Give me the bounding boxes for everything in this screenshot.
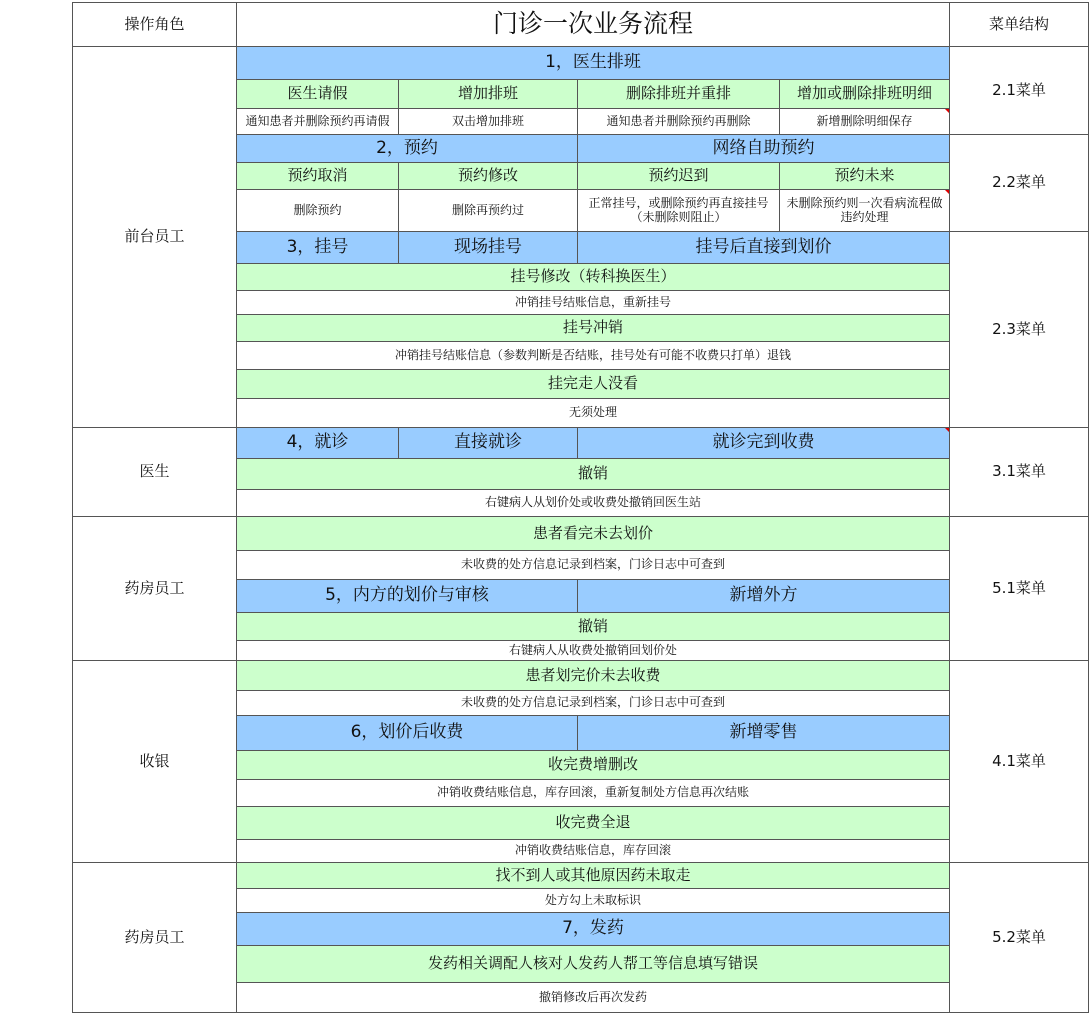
note-dispensing-info-error: 撤销修改后再次发药 <box>237 983 950 1013</box>
page-title: 门诊一次业务流程 <box>237 3 950 47</box>
action-delete-reschedule: 删除排班并重排 <box>578 80 780 109</box>
direct-visit: 直接就诊 <box>399 428 578 459</box>
note-dispensing-not-taken: 处方勾上未取标识 <box>237 889 950 913</box>
menu-4-1: 4.1菜单 <box>950 661 1089 863</box>
online-appointment: 网络自助预约 <box>578 135 950 163</box>
note-appointment-no-show: 未删除预约则一次看病流程做违约处理 <box>780 190 950 232</box>
charging-not-done: 患者划完价未去收费 <box>237 661 950 691</box>
note-charging-full-refund: 冲销收费结账信息，库存回滚 <box>237 840 950 863</box>
registration-cancel: 挂号冲销 <box>237 315 950 342</box>
role-column-header: 操作角色 <box>73 3 237 47</box>
role-cashier: 收银 <box>73 661 237 863</box>
registration-left-unseen: 挂完走人没看 <box>237 370 950 399</box>
step-dispensing: 7，发药 <box>237 913 950 946</box>
visit-undo: 撤销 <box>237 459 950 490</box>
action-appointment-late: 预约迟到 <box>578 163 780 190</box>
charging-edit: 收完费增删改 <box>237 751 950 780</box>
menu-column-header: 菜单结构 <box>950 3 1089 47</box>
role-pharmacy-staff: 药房员工 <box>73 517 237 661</box>
note-charging-edit: 冲销收费结账信息，库存回滚，重新复制处方信息再次结账 <box>237 780 950 807</box>
note-pricing-undo: 右键病人从收费处撤销回划价处 <box>237 641 950 661</box>
note-registration-cancel: 冲销挂号结账信息（参数判断是否结账，挂号处有可能不收费只打单）退钱 <box>237 342 950 370</box>
workflow-table <box>72 2 1089 1013</box>
onsite-registration: 现场挂号 <box>399 232 578 264</box>
role-pharmacy-staff-dispensing: 药房员工 <box>73 863 237 1013</box>
pricing-not-done: 患者看完未去划价 <box>237 517 950 551</box>
step-doctor-scheduling: 1，医生排班 <box>237 47 950 80</box>
note-appointment-modify: 删除再预约过 <box>399 190 578 232</box>
action-appointment-modify: 预约修改 <box>399 163 578 190</box>
action-appointment-cancel: 预约取消 <box>237 163 399 190</box>
action-edit-schedule-detail: 增加或删除排班明细 <box>780 80 950 109</box>
visit-to-charge: 就诊完到收费 <box>578 428 950 459</box>
menu-5-2: 5.2菜单 <box>950 863 1089 1013</box>
pricing-undo: 撤销 <box>237 613 950 641</box>
note-add-schedule: 双击增加排班 <box>399 109 578 135</box>
note-registration-modify: 冲销挂号结账信息，重新挂号 <box>237 291 950 315</box>
registration-direct-to-pricing: 挂号后直接到划价 <box>578 232 950 264</box>
step-charging: 6，划价后收费 <box>237 716 578 751</box>
note-appointment-late: 正常挂号，或删除预约再直接挂号（未删除则阻止） <box>578 190 780 232</box>
note-edit-schedule-detail: 新增删除明细保存 <box>780 109 950 135</box>
action-doctor-leave: 医生请假 <box>237 80 399 109</box>
step-registration: 3，挂号 <box>237 232 399 264</box>
menu-3-1: 3.1菜单 <box>950 428 1089 517</box>
menu-2-1: 2.1菜单 <box>950 47 1089 135</box>
menu-5-1: 5.1菜单 <box>950 517 1089 661</box>
step-pricing-review: 5，内方的划价与审核 <box>237 580 578 613</box>
role-front-desk: 前台员工 <box>73 47 237 428</box>
registration-modify: 挂号修改（转科换医生） <box>237 264 950 291</box>
note-registration-left-unseen: 无须处理 <box>237 399 950 428</box>
step-appointment: 2，预约 <box>237 135 578 163</box>
note-appointment-cancel: 删除预约 <box>237 190 399 232</box>
dispensing-not-taken: 找不到人或其他原因药未取走 <box>237 863 950 889</box>
add-external-prescription: 新增外方 <box>578 580 950 613</box>
role-doctor: 医生 <box>73 428 237 517</box>
note-delete-reschedule: 通知患者并删除预约再删除 <box>578 109 780 135</box>
dispensing-info-error: 发药相关调配人核对人发药人帮工等信息填写错误 <box>237 946 950 983</box>
charging-full-refund: 收完费全退 <box>237 807 950 840</box>
menu-2-3: 2.3菜单 <box>950 232 1089 428</box>
note-doctor-leave: 通知患者并删除预约再请假 <box>237 109 399 135</box>
note-charging-not-done: 未收费的处方信息记录到档案，门诊日志中可查到 <box>237 691 950 716</box>
action-appointment-no-show: 预约未来 <box>780 163 950 190</box>
note-visit-undo: 右键病人从划价处或收费处撤销回医生站 <box>237 490 950 517</box>
add-retail-sale: 新增零售 <box>578 716 950 751</box>
step-visit: 4，就诊 <box>237 428 399 459</box>
note-pricing-not-done: 未收费的处方信息记录到档案，门诊日志中可查到 <box>237 551 950 580</box>
menu-2-2: 2.2菜单 <box>950 135 1089 232</box>
action-add-schedule: 增加排班 <box>399 80 578 109</box>
